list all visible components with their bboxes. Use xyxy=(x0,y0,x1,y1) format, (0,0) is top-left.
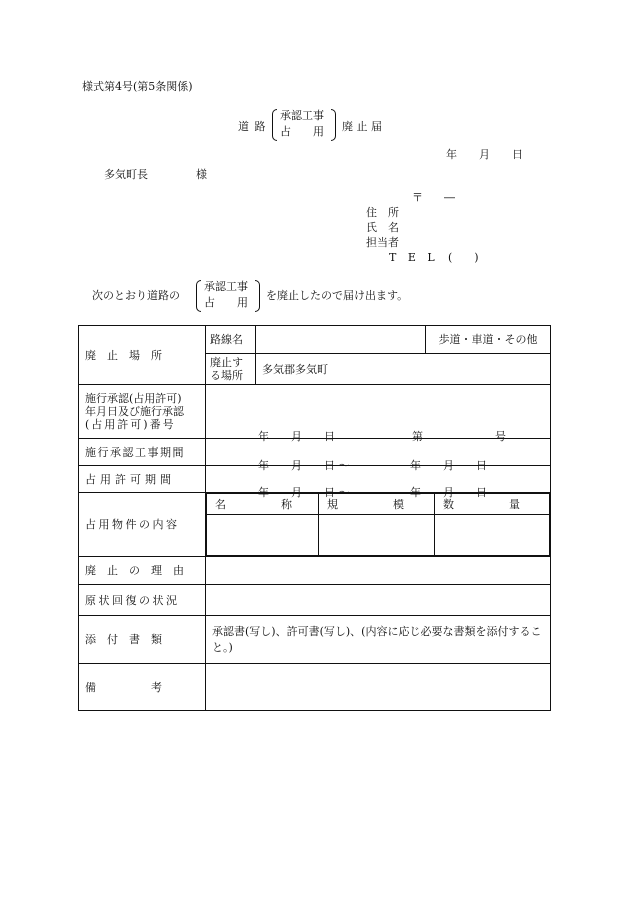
intro-bracket-right xyxy=(255,280,260,312)
items-scale-field[interactable] xyxy=(319,515,435,556)
remarks-field[interactable] xyxy=(206,664,551,711)
postal-mark: 〒 xyxy=(412,191,423,204)
items-subtable xyxy=(206,493,550,556)
intro-prefix: 次のとおり道路の xyxy=(92,289,180,302)
items-label: 占用物件の内容 xyxy=(85,518,180,531)
abolition-form-table xyxy=(78,325,551,711)
addressee-honorific: 様 xyxy=(196,168,207,181)
approval-label-line-2: 年月日及び施行承認 xyxy=(85,405,184,418)
intro-option-construction: 承認工事 xyxy=(204,280,248,293)
work-period-label: 施行承認工事期間 xyxy=(85,445,185,459)
items-name-field[interactable] xyxy=(207,515,319,556)
items-col-scale-header: 規 模 xyxy=(319,494,435,515)
items-label-cell xyxy=(79,493,206,557)
attachments-label: 添 付 書 類 xyxy=(79,616,206,664)
work-period-label-cell xyxy=(79,439,206,466)
reason-field[interactable] xyxy=(206,557,551,585)
occupancy-period-label-cell xyxy=(79,466,206,493)
restore-label-cell xyxy=(79,585,206,616)
contact-person-label: 担当者 xyxy=(366,236,399,249)
tel-paren: ( ) xyxy=(448,251,479,264)
work-period-field[interactable] xyxy=(206,439,551,472)
location-label-cell xyxy=(79,326,206,385)
title-road: 道 路 xyxy=(238,120,267,133)
address-label: 住 所 xyxy=(366,206,399,219)
location-label: 廃 止 場 所 xyxy=(85,348,162,362)
approval-label-line-3: (占用許可)番号 xyxy=(85,418,176,431)
attachments-value: 承認書(写し)、許可書(写し)、(内容に応じ必要な書類を添付すること。) xyxy=(212,624,542,654)
remarks-label: 備 考 xyxy=(79,664,206,711)
intro-suffix: を廃止したので届け出ます。 xyxy=(266,289,409,302)
name-label: 氏 名 xyxy=(366,221,399,234)
route-name-label: 路線名 xyxy=(206,326,256,354)
approval-label-line-1: 施行承認(占用許可) xyxy=(85,392,182,405)
items-field xyxy=(206,493,551,557)
approval-field[interactable] xyxy=(206,385,551,443)
route-name-field[interactable] xyxy=(256,326,426,354)
items-col-quantity-header: 数 量 xyxy=(435,494,550,515)
postal-dash: ― xyxy=(444,191,455,204)
place-field[interactable] xyxy=(256,354,551,385)
items-col-name-header: 名 称 xyxy=(207,494,319,515)
work-period-to: 年 月 日 xyxy=(410,459,487,472)
title-option-construction: 承認工事 xyxy=(280,109,324,122)
restore-field[interactable] xyxy=(206,585,551,616)
work-period-from: 年 月 日 〜 xyxy=(258,459,350,472)
occupancy-period-label: 占用許可期間 xyxy=(85,472,175,486)
approval-number-prefix: 第 xyxy=(412,429,423,443)
occupancy-period-to: 年 月 日 xyxy=(410,486,487,499)
place-label: 廃止する場所 xyxy=(206,354,256,385)
addressee: 多気町長 xyxy=(104,168,148,181)
restore-label: 原状回復の状況 xyxy=(85,593,180,607)
title-option-occupancy: 占 用 xyxy=(280,125,324,138)
road-type-options[interactable]: 歩道・車道・その他 xyxy=(426,326,551,354)
reason-label: 廃 止 の 理 由 xyxy=(79,557,206,585)
items-quantity-field[interactable] xyxy=(435,515,550,556)
title-suffix: 廃 止 届 xyxy=(342,120,382,133)
attachments-field[interactable] xyxy=(206,616,551,664)
tel-label: T E L xyxy=(389,251,439,264)
date-line: 年 月 日 xyxy=(446,148,523,161)
approval-number-suffix: 号 xyxy=(495,429,506,443)
form-number: 様式第4号(第5条関係) xyxy=(82,80,193,93)
approval-date: 年 月 日 xyxy=(258,429,335,443)
intro-option-occupancy: 占 用 xyxy=(204,296,248,309)
approval-label-cell xyxy=(79,385,206,439)
title-bracket-left xyxy=(272,109,277,141)
occupancy-period-from: 年 月 日 〜 xyxy=(258,486,350,499)
place-value: 多気郡多気町 xyxy=(262,362,328,376)
title-bracket-right xyxy=(331,109,336,141)
intro-bracket-left xyxy=(196,280,201,312)
